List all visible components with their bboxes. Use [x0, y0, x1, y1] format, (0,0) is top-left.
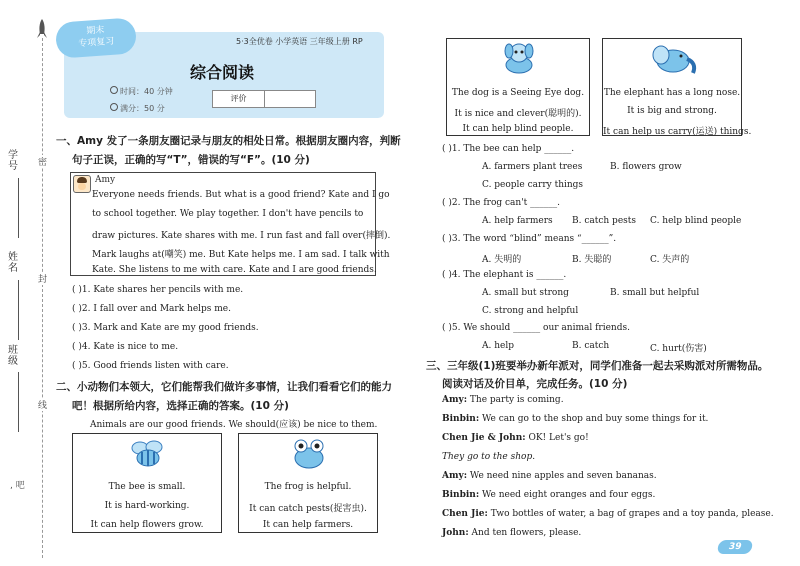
page-title: 综合阅读	[190, 63, 255, 82]
elephant-line: It is big and strong.	[627, 106, 717, 116]
dog-line: It is nice and clever(聪明的).	[454, 109, 582, 119]
s2-q1-option-c[interactable]: C. people carry things	[482, 180, 584, 190]
evaluation-box	[212, 90, 316, 108]
s2-q4-option-b[interactable]: B. small but helpful	[610, 288, 700, 298]
dialogue-line: Amy: We need nine apples and seven bananas.	[442, 471, 657, 481]
dialogue-line: Chen Jie: Two bottles of water, a bag of grapes and a toy panda, please.	[442, 509, 774, 519]
bee-line: It is hard-working.	[104, 501, 190, 511]
page-number: 39	[717, 540, 754, 554]
class-field[interactable]	[18, 372, 19, 432]
s2-q2-option-a[interactable]: A. help farmers	[482, 216, 553, 226]
dog-line: It can help blind people.	[462, 124, 574, 134]
amy-avatar-icon	[73, 175, 91, 193]
cut-label-mi: 密	[38, 155, 47, 168]
frog-card	[238, 433, 378, 533]
s2-question-4[interactable]: ( )4. The elephant is ______.	[442, 270, 567, 280]
section3-heading-line2: 阅读对话及价目单，完成任务。(10 分)	[442, 378, 628, 390]
s1-question-5[interactable]: ( )5. Good friends listen with care.	[72, 361, 229, 371]
s2-q5-option-b[interactable]: B. catch	[572, 341, 610, 351]
name-label: 姓名	[8, 252, 18, 274]
frog-line: The frog is helpful.	[264, 482, 352, 492]
post-line: to school together. We play together. I don't have pencils to	[92, 209, 364, 219]
s2-q5-option-c[interactable]: C. hurt(伤害)	[650, 344, 707, 354]
s2-q4-option-a[interactable]: A. small but strong	[482, 288, 569, 298]
s1-question-2[interactable]: ( )2. I fall over and Mark helps me.	[72, 304, 231, 314]
name-field[interactable]	[18, 280, 19, 340]
header-badge	[55, 17, 137, 58]
section1-heading-line1: 一、Amy 发了一条朋友圈记录与朋友的相处日常。根据朋友圈内容，判断	[56, 135, 401, 147]
s2-question-3[interactable]: ( )3. The word “blind” means “______”.	[442, 234, 617, 244]
score-info: 满分：50 分	[120, 104, 165, 113]
dog-line: The dog is a Seeing Eye dog.	[451, 88, 585, 98]
dialogue-line: Chen Jie & John: OK! Let's go!	[442, 433, 589, 443]
badge-line2: 专项复习	[78, 36, 115, 50]
elephant-line: The elephant has a long nose.	[603, 88, 741, 98]
elephant-icon	[647, 41, 699, 75]
time-info: 时间：40 分钟	[120, 87, 173, 96]
s2-q2-option-b[interactable]: B. catch pests	[572, 216, 636, 226]
dialogue-stage-direction: They go to the shop.	[442, 452, 536, 462]
dog-icon	[497, 41, 541, 75]
check-icon	[110, 103, 118, 111]
elephant-card	[602, 38, 752, 137]
dialogue-line: Binbin: We need eight oranges and four eggs.	[442, 490, 656, 500]
post-line: draw pictures. Kate shares with me. I run fast and fall over(摔倒).	[92, 231, 391, 241]
post-line: Mark laughs at(嘲笑) me. But Kate helps me. I am sad. I talk with	[92, 250, 390, 260]
dialogue-line: Amy: The party is coming.	[442, 395, 564, 405]
s2-q1-option-b[interactable]: B. flowers grow	[610, 162, 682, 172]
section1-heading-line2: 句子正误，正确的写“T”，错误的写“F”。(10 分)	[72, 154, 310, 166]
bee-card	[72, 433, 222, 533]
s2-q4-option-c[interactable]: C. strong and helpful	[482, 306, 579, 316]
s2-q3-option-b[interactable]: B. 失聪的	[572, 255, 612, 265]
s1-question-3[interactable]: ( )3. Mark and Kate are my good friends.	[72, 323, 259, 333]
bee-line: The bee is small.	[108, 482, 186, 492]
section3-heading-line1: 三、三年级(1)班要举办新年派对，同学们准备一起去采购派对所需物品。	[426, 360, 769, 372]
s1-question-1[interactable]: ( )1. Kate shares her pencils with me.	[72, 285, 244, 295]
badge-line1: 期末	[86, 25, 105, 37]
bee-line: It can help flowers grow.	[90, 520, 204, 530]
post-author: Amy	[95, 175, 116, 185]
s2-q1-option-a[interactable]: A. farmers plant trees	[482, 162, 583, 172]
rocket-icon	[36, 18, 48, 40]
post-line: Kate. She listens to me with care. Kate and I are good friends.	[92, 265, 377, 275]
s1-question-4[interactable]: ( )4. Kate is nice to me.	[72, 342, 179, 352]
student-id-field[interactable]	[18, 178, 19, 238]
s2-question-1[interactable]: ( )1. The bee can help ______.	[442, 144, 575, 154]
s2-q2-option-c[interactable]: C. help blind people	[650, 216, 742, 226]
section2-heading-line1: 二、小动物们本领大，它们能帮我们做许多事情，让我们看看它们的能力	[56, 381, 392, 393]
s2-q5-option-a[interactable]: A. help	[482, 341, 514, 351]
evaluation-label: 评价	[213, 91, 265, 107]
amy-post-box	[70, 172, 376, 276]
post-line: Everyone needs friends. But what is a good friend? Kate and I go	[92, 190, 390, 200]
s2-question-2[interactable]: ( )2. The frog can't ______.	[442, 198, 561, 208]
dialogue-line: Binbin: We can go to the shop and buy some things for it.	[442, 414, 709, 424]
series-label: 5·3全优卷 小学英语 三年级上册 RP	[236, 37, 363, 46]
bee-icon	[128, 438, 168, 470]
clock-icon	[110, 86, 118, 94]
s2-question-5[interactable]: ( )5. We should ______ our animal friends.	[442, 323, 630, 333]
frog-line: It can catch pests(捉害虫).	[249, 504, 367, 514]
dialogue-line: John: And ten flowers, please.	[442, 528, 582, 538]
corner-mark: , 吧	[10, 481, 25, 491]
cut-label-xian: 线	[38, 398, 47, 411]
binding-cut-line	[42, 38, 43, 558]
cut-label-feng: 封	[38, 272, 47, 285]
s2-q3-option-a[interactable]: A. 失明的	[482, 255, 522, 265]
frog-icon	[291, 438, 327, 470]
section2-heading-line2: 吧！根据所给内容，选择正确的答案。(10 分)	[72, 400, 289, 412]
dog-card	[446, 38, 590, 136]
frog-line: It can help farmers.	[262, 520, 354, 530]
section2-intro: Animals are our good friends. We should(应该) be nice to them.	[90, 420, 378, 430]
elephant-line: It can help us carry(运送) things.	[603, 127, 752, 137]
s2-q3-option-c[interactable]: C. 失声的	[650, 255, 690, 265]
class-label: 班级	[8, 345, 18, 367]
student-id-label: 学号	[8, 150, 18, 172]
